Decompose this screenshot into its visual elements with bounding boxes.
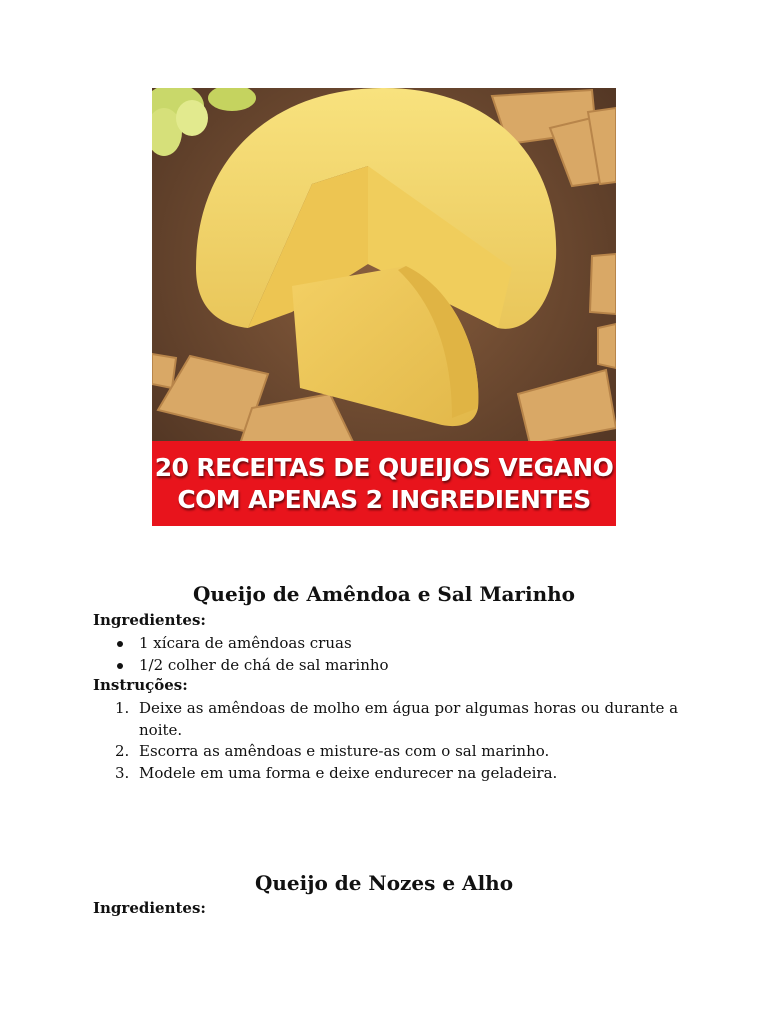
list-item xyxy=(93,698,683,741)
cover-image xyxy=(152,88,616,526)
list-item xyxy=(93,741,683,763)
ingredients-label: Ingredientes: xyxy=(93,899,206,917)
step-number: 3. xyxy=(115,763,130,782)
recipe-title: Queijo de Nozes e Alho xyxy=(254,871,514,895)
instructions-label: Instruções: xyxy=(93,676,188,694)
step-text: Modele em uma forma e deixe endurecer na geladeira. xyxy=(139,763,558,782)
list-item xyxy=(93,763,683,785)
step-number: 1. xyxy=(115,699,130,717)
banner-line-1: 20 RECEITAS DE QUEIJOS VEGANO xyxy=(154,452,614,482)
step-text: Deixe as amêndoas de molho em água por algumas horas ou durante a noite. xyxy=(139,699,679,739)
step-text: Escorra as amêndoas e misture-as com o sal marinho. xyxy=(139,742,550,760)
ingredients-label: Ingredientes: xyxy=(93,611,206,629)
recipe-title: Queijo de Amêndoa e Sal Marinho xyxy=(193,582,575,606)
banner-line-2: COM APENAS 2 INGREDIENTES xyxy=(177,484,591,514)
instructions-list xyxy=(93,698,683,784)
list-item: 1 xícara de amêndoas cruas xyxy=(93,632,683,654)
ingredients-list xyxy=(93,632,683,676)
list-item: 1/2 colher de chá de sal marinho xyxy=(93,654,683,676)
step-number: 2. xyxy=(115,742,130,760)
cover-banner xyxy=(152,441,616,526)
